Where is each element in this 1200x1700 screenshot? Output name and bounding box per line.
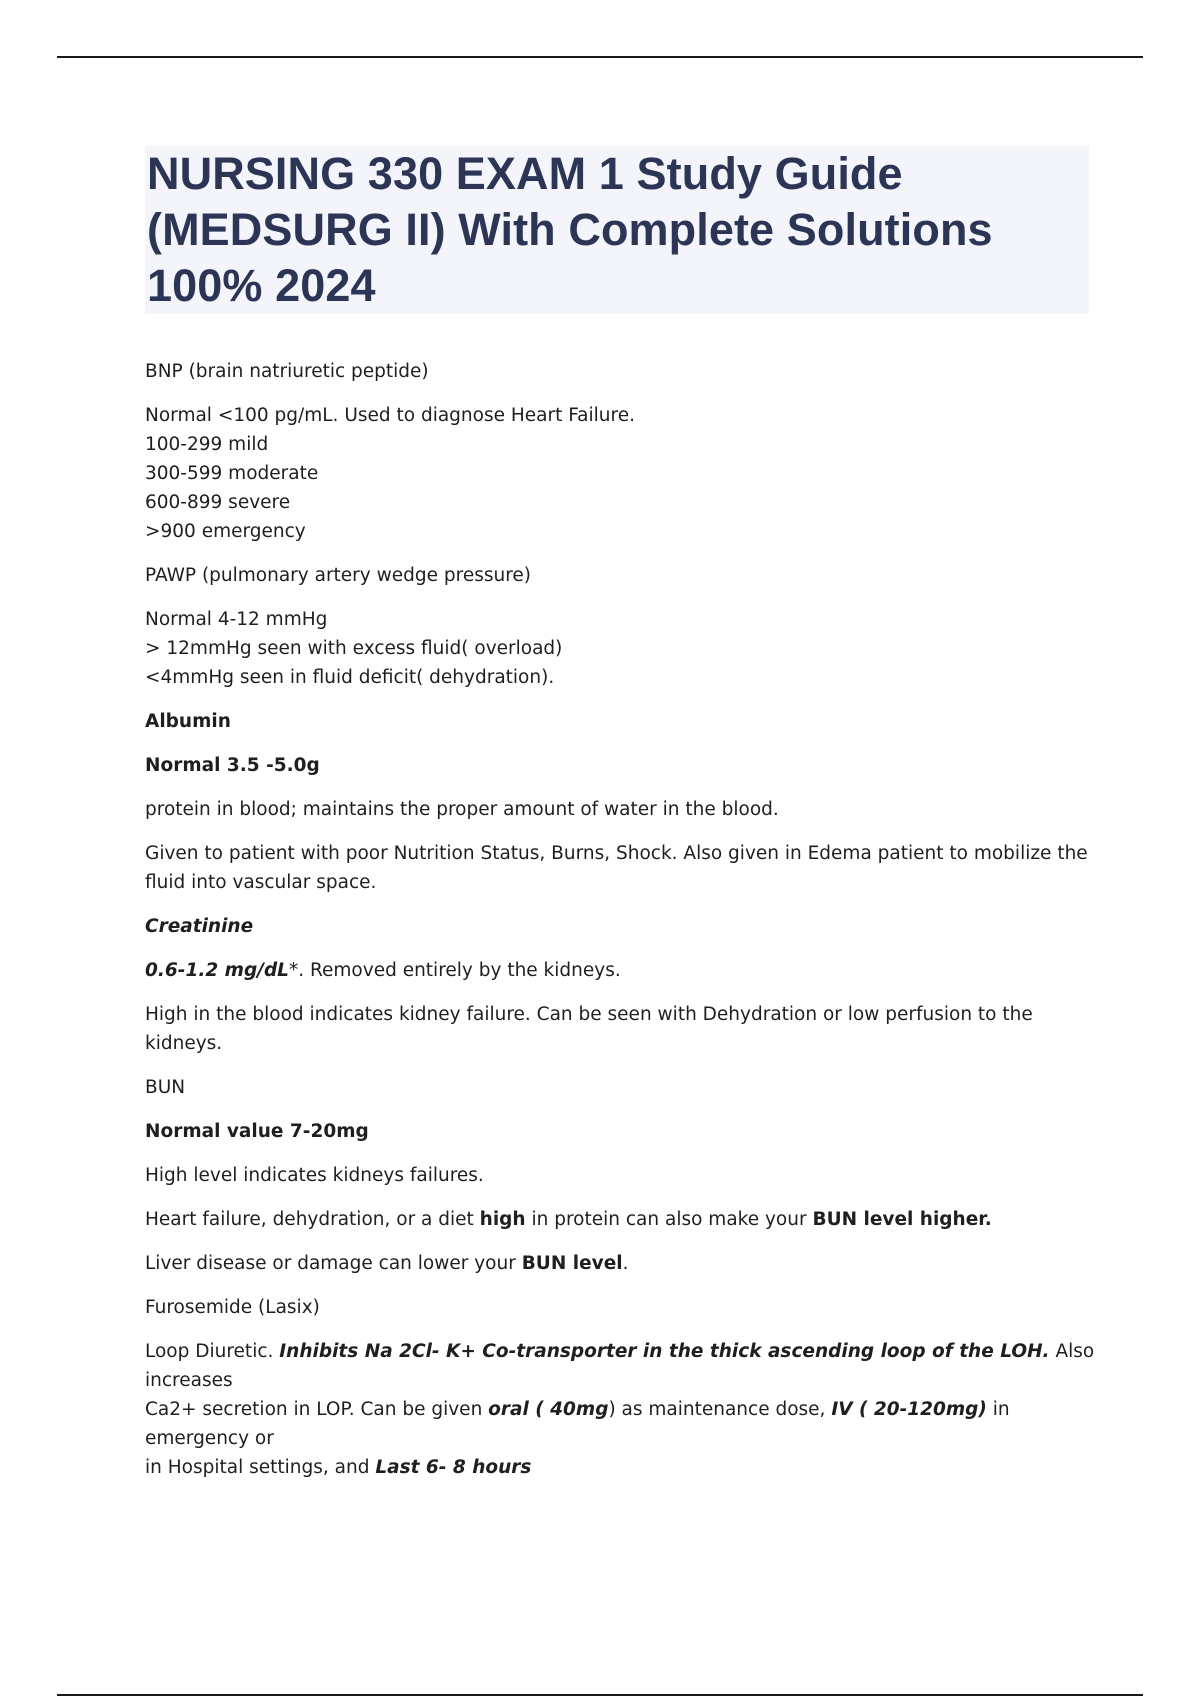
text-run-bold: BUN level higher.	[812, 1209, 992, 1230]
pawp-line: <4mmHg seen in fluid deficit( dehydration).	[145, 667, 555, 688]
albumin-normal: Normal 3.5 -5.0g	[145, 755, 320, 776]
text-run-bold: BUN level	[521, 1253, 623, 1274]
title-banner	[145, 146, 1089, 314]
bnp-line: 600-899 severe	[145, 492, 291, 513]
text-run: in Hospital settings, and	[145, 1457, 376, 1478]
creatinine-value-suffix: *. Removed entirely by the kidneys.	[288, 960, 621, 981]
text-run-bold-italic: Last 6- 8 hours	[375, 1457, 532, 1478]
albumin-heading: Albumin	[145, 711, 231, 732]
top-rule	[57, 56, 1143, 58]
albumin-given-line: fluid into vascular space.	[145, 872, 377, 893]
text-run: Liver disease or damage can lower your	[145, 1253, 522, 1274]
text-run: Ca2+ secretion in LOP. Can be given	[145, 1399, 489, 1420]
albumin-description: protein in blood; maintains the proper amount of water in the blood.	[145, 799, 779, 820]
bun-normal: Normal value 7-20mg	[145, 1121, 369, 1142]
text-run: ) as maintenance dose,	[608, 1399, 832, 1420]
text-run: .	[622, 1253, 629, 1274]
text-run: Heart failure, dehydration, or a diet	[145, 1209, 480, 1230]
bun-liver	[145, 1249, 1095, 1278]
bottom-rule	[57, 1694, 1143, 1696]
text-run-bold-italic: Inhibits Na 2Cl- K+ Co-transporter in the thick ascending loop of the LOH.	[279, 1341, 1050, 1362]
furosemide-description	[145, 1337, 1095, 1482]
text-run-bold-italic: oral ( 40mg	[488, 1399, 609, 1420]
bnp-line: >900 emergency	[145, 521, 306, 542]
creatinine-value-line	[145, 956, 1095, 985]
text-run: Loop Diuretic.	[145, 1341, 280, 1362]
bnp-line: 300-599 moderate	[145, 463, 319, 484]
text-run-bold-italic: IV ( 20-120mg)	[831, 1399, 987, 1420]
albumin-given-line: Given to patient with poor Nutrition Status, Burns, Shock. Also given in Edema patient to mobilize the	[145, 843, 1088, 864]
text-run: in protein can also make your	[525, 1209, 813, 1230]
document-title	[145, 146, 1089, 314]
title-line: NURSING 330 EXAM 1 Study Guide	[147, 148, 903, 199]
pawp-values	[145, 605, 1095, 692]
creatinine-heading: Creatinine	[145, 916, 254, 937]
pawp-line: > 12mmHg seen with excess fluid( overload)	[145, 638, 563, 659]
creatinine-description: High in the blood indicates kidney failure. Can be seen with Dehydration or low perfusion to the kidneys.	[145, 1004, 1033, 1054]
furosemide-line	[145, 1395, 1095, 1453]
bnp-line: Normal <100 pg/mL. Used to diagnose Heart Failure.	[145, 405, 635, 426]
title-line: 100% 2024	[147, 260, 376, 311]
text-run-bold: high	[479, 1209, 526, 1230]
bun-heart-failure	[145, 1205, 1095, 1234]
furosemide-line	[145, 1337, 1095, 1395]
albumin-given	[145, 839, 1095, 897]
creatinine-value: 0.6-1.2 mg/dL	[145, 960, 289, 981]
document-body	[145, 357, 1095, 1497]
furosemide-line	[145, 1453, 1095, 1482]
text-run: in emergency or	[145, 1399, 1010, 1449]
bun-heading: BUN	[145, 1077, 186, 1098]
title-line: (MEDSURG II) With Complete Solutions	[147, 204, 993, 255]
bnp-values	[145, 401, 1095, 546]
pawp-heading: PAWP (pulmonary artery wedge pressure)	[145, 565, 532, 586]
bnp-line: 100-299 mild	[145, 434, 269, 455]
pawp-line: Normal 4-12 mmHg	[145, 609, 328, 630]
bun-description: High level indicates kidneys failures.	[145, 1165, 484, 1186]
furosemide-heading: Furosemide (Lasix)	[145, 1297, 320, 1318]
text-run: Also increases	[145, 1341, 1095, 1391]
bnp-heading: BNP (brain natriuretic peptide)	[145, 361, 429, 382]
